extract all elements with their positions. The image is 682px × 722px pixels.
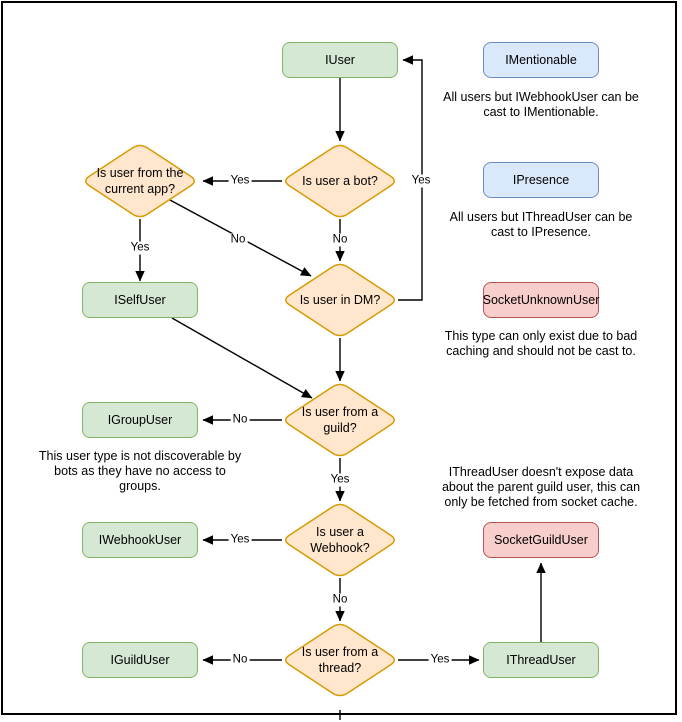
note-line: bots as they have no access to [54, 464, 226, 478]
edge-iselfuser-to-guild [172, 318, 312, 398]
note-imentionable [416, 90, 666, 120]
note-line: All users but IWebhookUser can be [443, 90, 639, 104]
decision-in-dm-label: Is user in DM? [299, 293, 381, 307]
edge-label-app-to-self-yes: Yes [130, 241, 150, 254]
note-line: groups. [119, 479, 161, 493]
node-imentionable: IMentionable [483, 42, 599, 78]
node-iguilduser: IGuildUser [82, 642, 198, 678]
edge-label-webhook-to-iwebhook-yes: Yes [230, 533, 250, 546]
note-line: This type can only exist due to bad [444, 329, 638, 343]
note-line: only be fetched from socket cache. [444, 495, 638, 509]
node-socketguilduser: SocketGuildUser [483, 522, 599, 558]
node-iselfuser: ISelfUser [82, 282, 198, 318]
decision-from-thread-label: Is user from a thread? [301, 645, 379, 675]
note-socketguilduser [416, 465, 666, 510]
node-iwebhookuser: IWebhookUser [82, 522, 198, 558]
node-socketunknownuser: SocketUnknownUser [483, 282, 599, 318]
note-ipresence [416, 210, 666, 240]
decision-from-guild-label: Is user from a guild? [301, 405, 379, 435]
edge-label-guild-to-group-no: No [232, 413, 248, 426]
note-igroupuser [15, 449, 265, 494]
edge-label-guild-to-webhook-yes: Yes [330, 473, 350, 486]
note-line: about the parent guild user, this can [441, 480, 641, 494]
edge-label-thread-to-guilduser-no: No [232, 653, 248, 666]
note-line: IThreadUser doesn't expose data [448, 465, 634, 479]
node-ipresence: IPresence [483, 162, 599, 198]
edge-label-dm-to-iuser-yes: Yes [411, 174, 431, 187]
decision-is-bot-label: Is user a bot? [302, 174, 378, 188]
node-iuser: IUser [282, 42, 398, 78]
node-igroupuser: IGroupUser [82, 402, 198, 438]
note-line: All users but IThreadUser can be [449, 210, 633, 224]
decision-is-webhook-label: Is user a Webhook? [310, 525, 370, 555]
note-line: caching and should not be cast to. [446, 344, 636, 358]
note-line: This user type is not discoverable by [38, 449, 242, 463]
node-ithreaduser: IThreadUser [483, 642, 599, 678]
edge-label-webhook-to-thread-no: No [332, 593, 348, 606]
edge-label-app-to-dm-no: No [230, 233, 246, 246]
note-line: cast to IMentionable. [483, 105, 599, 119]
edge-label-bot-to-app-yes: Yes [230, 174, 250, 187]
decision-from-current-app-label: Is user from the current app? [96, 166, 184, 196]
note-line: cast to IPresence. [490, 225, 592, 239]
note-socketunknownuser [416, 329, 666, 359]
edge-label-thread-to-threaduser-yes: Yes [430, 653, 450, 666]
edge-label-bot-to-dm-no: No [332, 233, 348, 246]
